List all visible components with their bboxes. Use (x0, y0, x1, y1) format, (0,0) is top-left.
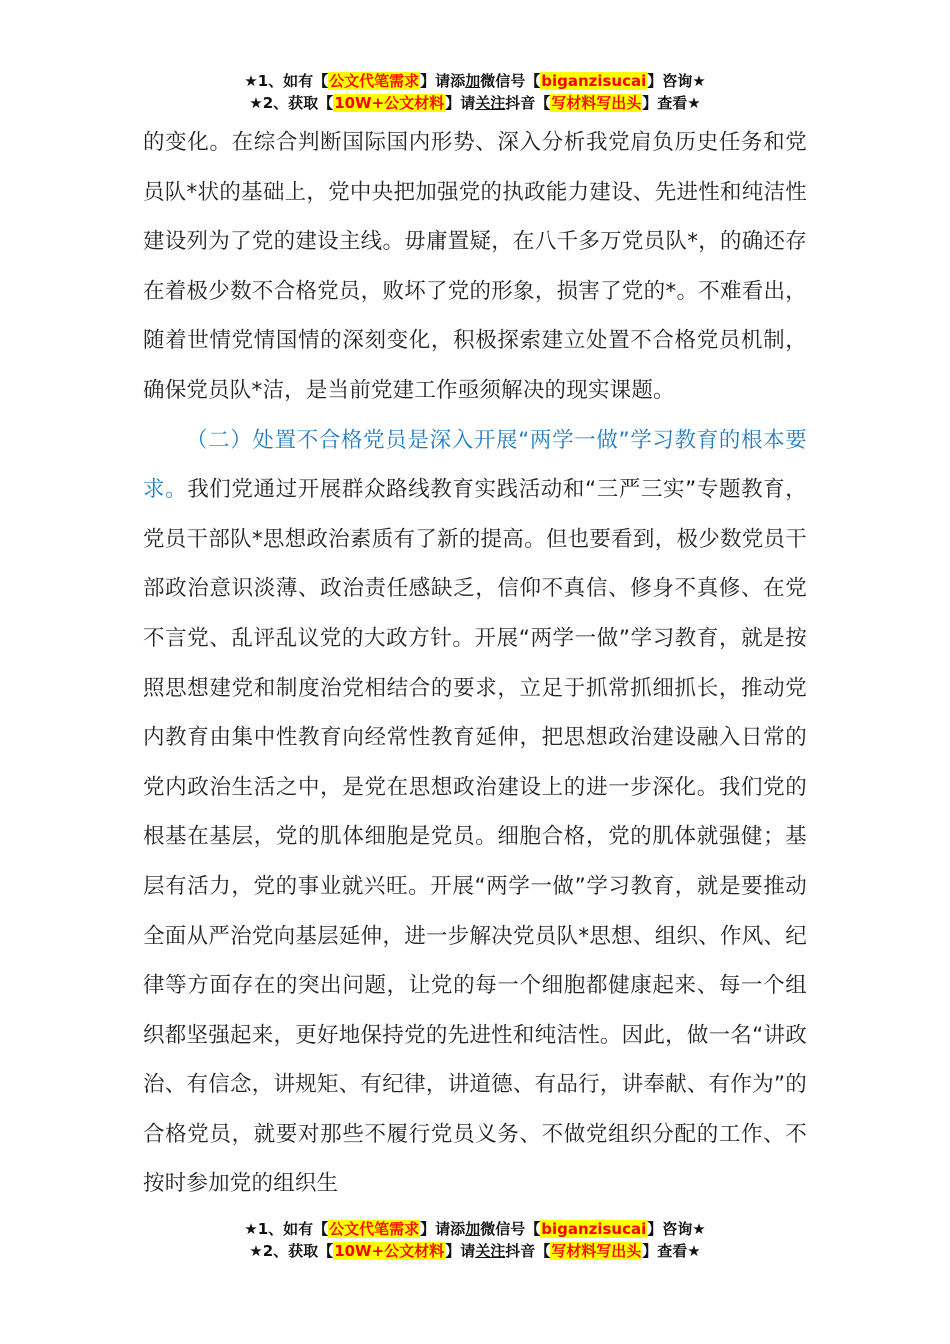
banner-highlight: 公文代笔需求 (329, 1220, 420, 1238)
banner-line-2: ★2、获取【10W+公文材料】请关注抖音【写材料写出头】查看★ (249, 1242, 701, 1260)
banner-highlight: 10W+公文材料 (334, 94, 445, 112)
footer-banner (0, 1218, 950, 1262)
section-paragraph (143, 416, 807, 1210)
banner-line-1: ★1、如有【公文代笔需求】请添加微信号【biganzisucai】咨询★ (244, 72, 706, 90)
document-body (143, 118, 807, 1209)
banner-highlight: 公文代笔需求 (329, 72, 420, 90)
section-heading: （二）处置不合格党员是深入开展“两学一做”学习教育的根本要求。 (143, 427, 807, 503)
banner-highlight: 10W+公文材料 (334, 1242, 445, 1260)
banner-highlight: 写材料写出头 (551, 1242, 642, 1260)
banner-line-1: ★1、如有【公文代笔需求】请添加微信号【biganzisucai】咨询★ (244, 1220, 706, 1238)
banner-highlight: biganzisucai (541, 1220, 647, 1238)
paragraph-continuation: 的变化。在综合判断国际国内形势、深入分析我党肩负历史任务和党员队*状的基础上，党中央把加强党的执政能力建设、先进性和纯洁性建设列为了党的建设主线。毋庸置疑，在八千多万党员队*，的确还存在着极少数不合格党员，败坏了党的形象，损害了党的*。不难看出，随着世情党情国情的深刻变化，积极探索建立处置不合格党员机制，确保党员队*洁，是当前党建工作亟须解决的现实课题。 (143, 130, 807, 403)
paragraph-text: 我们党通过开展群众路线教育实践活动和“三严三实”专题教育，党员干部队*思想政治素质有了新的提高。但也要看到，极少数党员干部政治意识淡薄、政治责任感缺乏，信仰不真信、修身不真修、在党不言党、乱评乱议党的大政方针。开展“两学一做”学习教育，就是按照思想建党和制度治党相结合的要求，立足于抓常抓细抓长，推动党内教育由集中性教育向经常性教育延伸，把思想政治建设融入日常的党内政治生活之中，是党在思想政治建设上的进一步深化。我们党的根基在基层，党的肌体细胞是党员。细胞合格，党的肌体就强健；基层有活力，党的事业就兴旺。开展“两学一做”学习教育，就是要推动全面从严治党向基层延伸，进一步解决党员队*思想、组织、作风、纪律等方面存在的突出问题，让党的每一个细胞都健康起来、每一个组织都坚强起来，更好地保持党的先进性和纯洁性。因此，做一名“讲政治、有信念，讲规矩、有纪律，讲道德、有品行，讲奉献、有作为”的合格党员，就要对那些不履行党员义务、不做党组织分配的工作、不按时参加党的组织生 (143, 477, 807, 1197)
banner-highlight: biganzisucai (541, 72, 647, 90)
header-banner (0, 70, 950, 114)
banner-highlight: 写材料写出头 (551, 94, 642, 112)
banner-line-2: ★2、获取【10W+公文材料】请关注抖音【写材料写出头】查看★ (249, 94, 701, 112)
